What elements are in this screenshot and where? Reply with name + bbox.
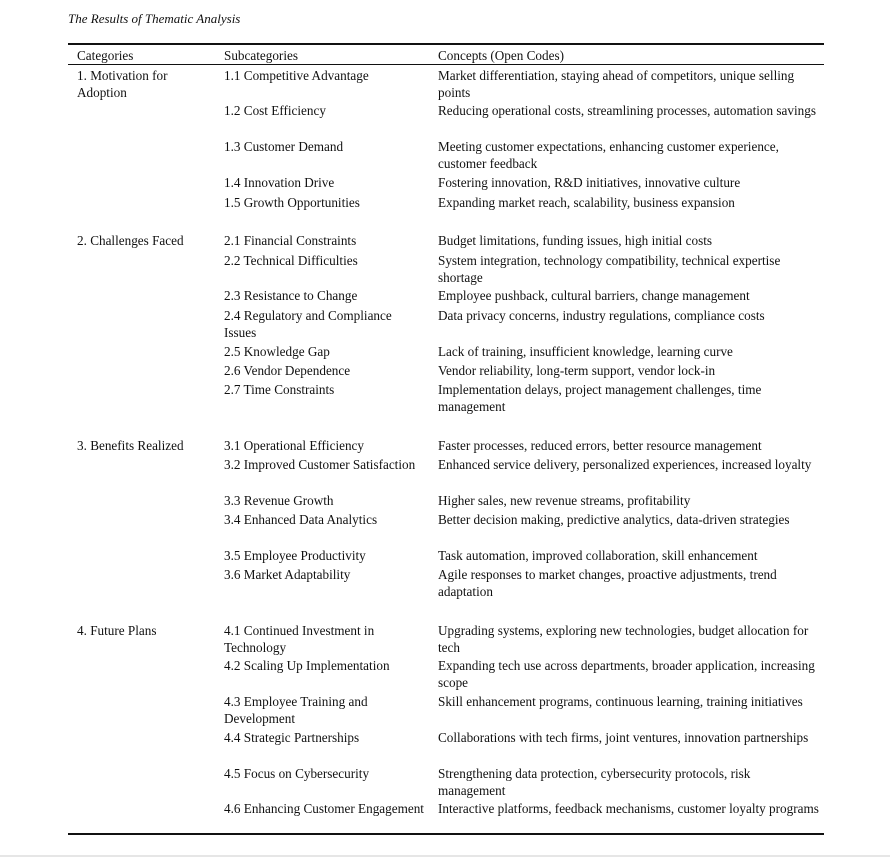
subcategory: 2.1 Financial Constraints (224, 233, 357, 248)
concepts: Expanding tech use across departments, broader application, increasing scope (438, 658, 815, 690)
concepts: Implementation delays, project management challenges, time management (438, 382, 762, 414)
subcategory: 4.3 Employee Training and Development (224, 694, 368, 726)
subcategory: 2.2 Technical Difficulties (224, 253, 358, 268)
subcategory: 1.4 Innovation Drive (224, 175, 335, 190)
concepts: Fostering innovation, R&D initiatives, innovative culture (438, 175, 741, 190)
subcategory: 3.3 Revenue Growth (224, 493, 334, 508)
subcategory: 3.2 Improved Customer Satisfaction (224, 457, 416, 472)
concepts: Budget limitations, funding issues, high initial costs (438, 233, 713, 248)
concepts: Reducing operational costs, streamlining processes, automation savings (438, 103, 816, 118)
subcategory: 3.5 Employee Productivity (224, 548, 366, 563)
subcategory: 3.1 Operational Efficiency (224, 438, 365, 453)
concepts: Strengthening data protection, cybersecurity protocols, risk management (438, 766, 751, 798)
concepts: Higher sales, new revenue streams, profitability (438, 493, 691, 508)
concepts: Meeting customer expectations, enhancing customer experience, customer feedback (438, 139, 779, 171)
subcategory: 2.7 Time Constraints (224, 382, 335, 397)
subcategory: 4.6 Enhancing Customer Engagement (224, 801, 424, 816)
concepts: Task automation, improved collaboration, skill enhancement (438, 548, 758, 563)
subcategory: 1.2 Cost Efficiency (224, 103, 326, 118)
header-categories: Categories (77, 48, 134, 63)
subcategory: 2.3 Resistance to Change (224, 288, 358, 303)
concepts: System integration, technology compatibility, technical expertise shortage (438, 253, 781, 285)
table-top-rule (68, 43, 824, 45)
header-rule (68, 64, 824, 65)
category-label: 3. Benefits Realized (77, 438, 184, 453)
category-label: 2. Challenges Faced (77, 233, 184, 248)
concepts: Agile responses to market changes, proactive adjustments, trend adaptation (438, 567, 777, 599)
category-label: 1. Motivation for Adoption (77, 68, 168, 100)
subcategory: 4.1 Continued Investment in Technology (224, 623, 375, 655)
concepts: Faster processes, reduced errors, better resource management (438, 438, 762, 453)
subcategory: 1.5 Growth Opportunities (224, 195, 360, 210)
subcategory: 1.1 Competitive Advantage (224, 68, 369, 83)
subcategory: 2.5 Knowledge Gap (224, 344, 330, 359)
concepts: Vendor reliability, long-term support, vendor lock-in (438, 363, 716, 378)
concepts: Interactive platforms, feedback mechanisms, customer loyalty programs (438, 801, 819, 816)
concepts: Better decision making, predictive analytics, data-driven strategies (438, 512, 790, 527)
header-subcategories: Subcategories (224, 48, 298, 63)
concepts: Lack of training, insufficient knowledge, learning curve (438, 344, 733, 359)
subcategory: 3.6 Market Adaptability (224, 567, 351, 582)
concepts: Market differentiation, staying ahead of competitors, unique selling points (438, 68, 795, 100)
subcategory: 2.6 Vendor Dependence (224, 363, 351, 378)
subcategory: 2.4 Regulatory and Compliance Issues (224, 308, 392, 340)
concepts: Upgrading systems, exploring new technologies, budget allocation for tech (438, 623, 809, 655)
subcategory: 1.3 Customer Demand (224, 139, 344, 154)
concepts: Expanding market reach, scalability, business expansion (438, 195, 735, 210)
subcategory: 4.4 Strategic Partnerships (224, 730, 360, 745)
concepts: Enhanced service delivery, personalized experiences, increased loyalty (438, 457, 812, 472)
category-label: 4. Future Plans (77, 623, 157, 638)
concepts: Collaborations with tech firms, joint ventures, innovation partnerships (438, 730, 809, 745)
subcategory: 4.5 Focus on Cybersecurity (224, 766, 370, 781)
table-caption: The Results of Thematic Analysis (68, 11, 241, 26)
header-concepts: Concepts (Open Codes) (438, 48, 564, 63)
subcategory: 4.2 Scaling Up Implementation (224, 658, 390, 673)
concepts: Skill enhancement programs, continuous learning, training initiatives (438, 694, 803, 709)
concepts: Employee pushback, cultural barriers, change management (438, 288, 750, 303)
subcategory: 3.4 Enhanced Data Analytics (224, 512, 378, 527)
table-bottom-rule (68, 833, 824, 835)
concepts: Data privacy concerns, industry regulations, compliance costs (438, 308, 765, 323)
